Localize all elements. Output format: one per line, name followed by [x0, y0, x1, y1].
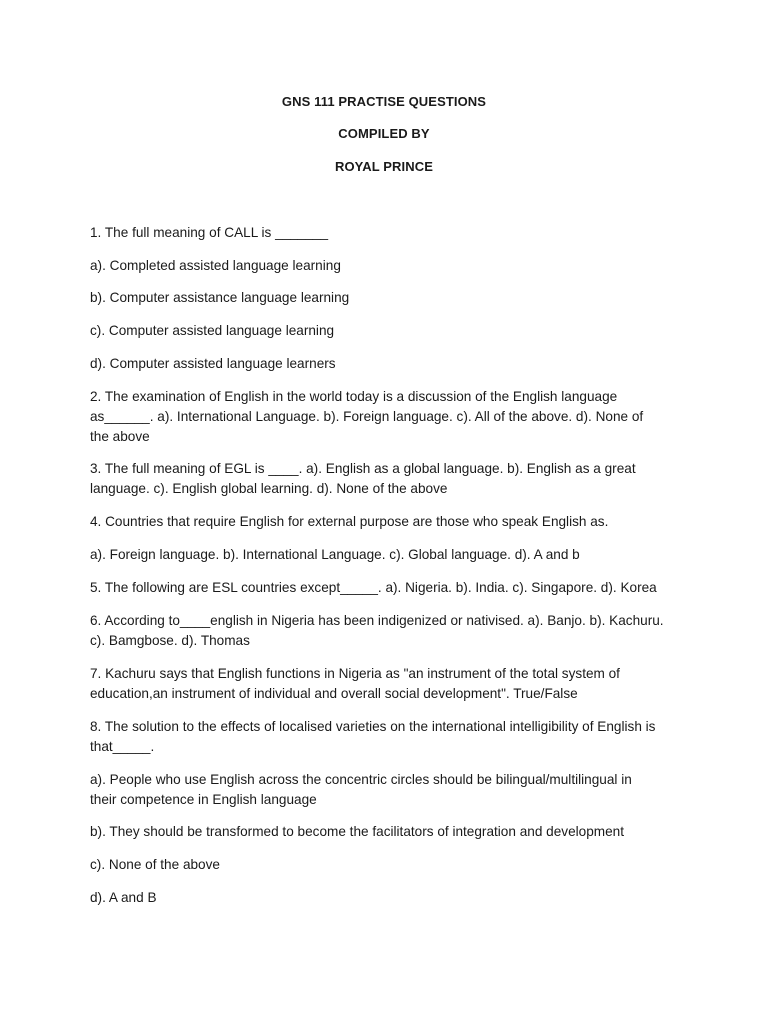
question-6-line-1: 6. According to____english in Nigeria has been indigenized or nativised. a). Banjo. b). Kachuru.	[90, 613, 664, 628]
author-name: ROYAL PRINCE	[334, 159, 433, 174]
question-6-line-2: c). Bamgbose. d). Thomas	[90, 633, 250, 648]
question-2-line-1: 2. The examination of English in the world today is a discussion of the English language	[90, 389, 618, 404]
question-5-text: 5. The following are ESL countries except_____. a). Nigeria. b). India. c). Singapore. d). Korea	[90, 580, 657, 595]
question-1-text: 1. The full meaning of CALL is _______	[90, 225, 329, 240]
question-7-line-1: 7. Kachuru says that English functions in Nigeria as "an instrument of the total system of	[90, 666, 620, 681]
question-2-line-2: as______. a). International Language. b). Foreign language. c). All of the above. d). None of	[90, 409, 644, 424]
question-8-option-a-line-2: their competence in English language	[90, 792, 317, 807]
question-4-text: 4. Countries that require English for external purpose are those who speak English as.	[90, 514, 609, 529]
compiled-by-label: COMPILED BY	[338, 126, 430, 141]
question-1-option-a: a). Completed assisted language learning	[90, 258, 341, 273]
question-1-option-d: d). Computer assisted language learners	[90, 356, 336, 371]
question-1-option-c: c). Computer assisted language learning	[90, 323, 335, 338]
question-4-options: a). Foreign language. b). International Language. c). Global language. d). A and b	[90, 547, 580, 562]
question-3-line-1: 3. The full meaning of EGL is ____. a). English as a global language. b). English as a great	[90, 461, 636, 476]
question-8-option-d: d). A and B	[90, 890, 157, 905]
question-3-line-2: language. c). English global learning. d). None of the above	[90, 481, 448, 496]
question-2-line-3: the above	[90, 429, 150, 444]
question-8-option-a-line-1: a). People who use English across the concentric circles should be bilingual/multilingual in	[90, 772, 632, 787]
question-8-option-b: b). They should be transformed to become the facilitators of integration and development	[90, 824, 624, 839]
question-8-line-2: that_____.	[90, 739, 155, 754]
question-7-line-2: education,an instrument of individual and overall social development". True/False	[90, 686, 578, 701]
question-8-option-c: c). None of the above	[90, 857, 220, 872]
document-title: GNS 111 PRACTISE QUESTIONS	[281, 94, 487, 109]
question-1-option-b: b). Computer assistance language learning	[90, 290, 350, 305]
question-8-line-1: 8. The solution to the effects of localised varieties on the international intelligibility of English is	[90, 719, 656, 734]
